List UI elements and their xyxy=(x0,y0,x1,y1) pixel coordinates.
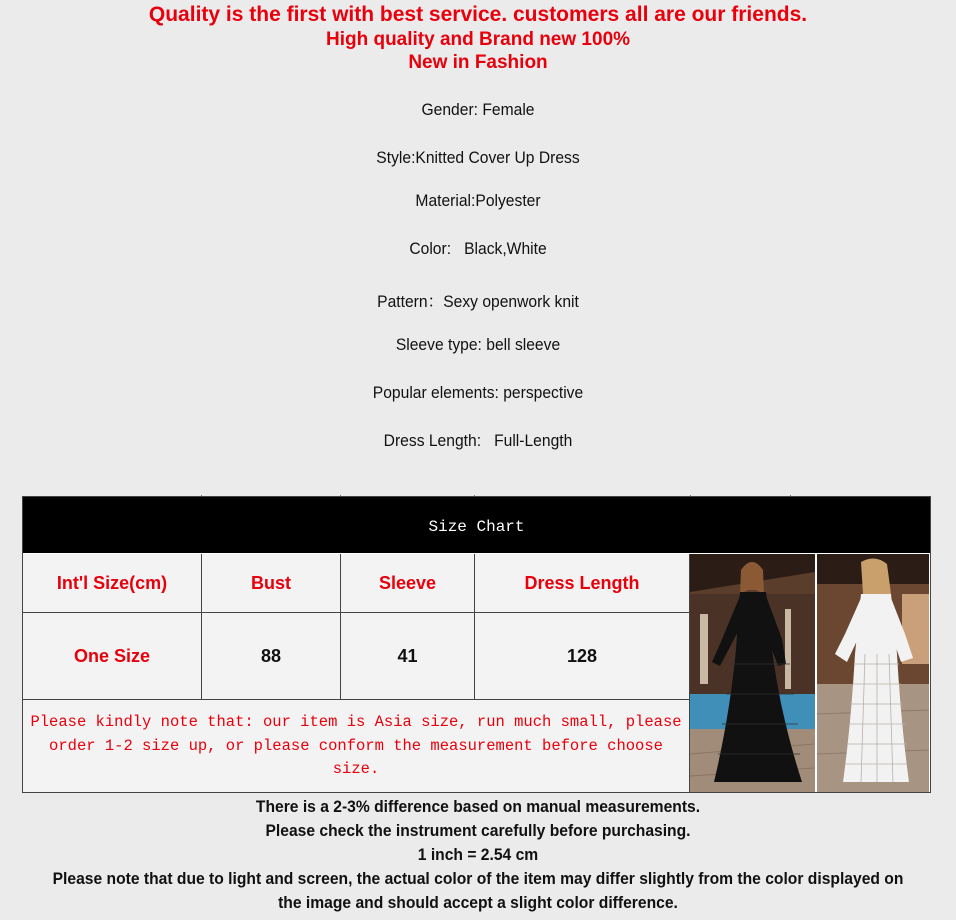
spec-sleeve-type: Sleeve type: bell sleeve xyxy=(395,335,561,354)
row-bust-value: 88 xyxy=(202,613,341,700)
row-size-one-size: One Size xyxy=(23,613,202,700)
headline-quality: Quality is the first with best service. customers all are our friends. xyxy=(148,3,808,26)
row-dress-length-value: 128 xyxy=(475,613,690,700)
size-note: Please kindly note that: our item is Asia size, run much small, please order 1-2 size up, or please conform the measurement before choose size. xyxy=(23,700,690,792)
footer-measurement-diff: There is a 2-3% difference based on manual measurements. xyxy=(255,797,701,816)
spec-dress-length: Dress Length: Full-Length xyxy=(383,431,573,450)
footer-color-note-line1: Please note that due to light and screen, the actual color of the item may differ slightly from the color displayed on xyxy=(52,869,904,888)
white-dress-photo xyxy=(817,554,929,792)
footer-color-note-line2: the image and should accept a slight color difference. xyxy=(278,893,678,912)
black-dress-photo xyxy=(690,554,815,792)
size-chart-title: Size Chart xyxy=(23,497,930,553)
header-intl-size: Int'l Size(cm) xyxy=(23,554,202,613)
footer-inch-conversion: 1 inch = 2.54 cm xyxy=(417,845,539,864)
spec-gender: Gender: Female xyxy=(421,100,535,119)
spec-style: Style:Knitted Cover Up Dress xyxy=(376,148,580,167)
spec-popular-elements: Popular elements: perspective xyxy=(372,383,584,402)
header-dress-length: Dress Length xyxy=(475,554,690,613)
headline-brand-new: High quality and Brand new 100% xyxy=(325,29,631,50)
size-chart-table xyxy=(22,496,931,793)
header-bust: Bust xyxy=(202,554,341,613)
spec-color: Color: Black,White xyxy=(409,239,547,258)
footer-check-instrument: Please check the instrument carefully before purchasing. xyxy=(265,821,691,840)
spec-pattern: Pattern：Sexy openwork knit xyxy=(377,292,579,311)
headline-new-fashion: New in Fashion xyxy=(408,52,548,73)
header-sleeve: Sleeve xyxy=(341,554,475,613)
spec-material: Material:Polyester xyxy=(415,191,541,210)
row-sleeve-value: 41 xyxy=(341,613,475,700)
